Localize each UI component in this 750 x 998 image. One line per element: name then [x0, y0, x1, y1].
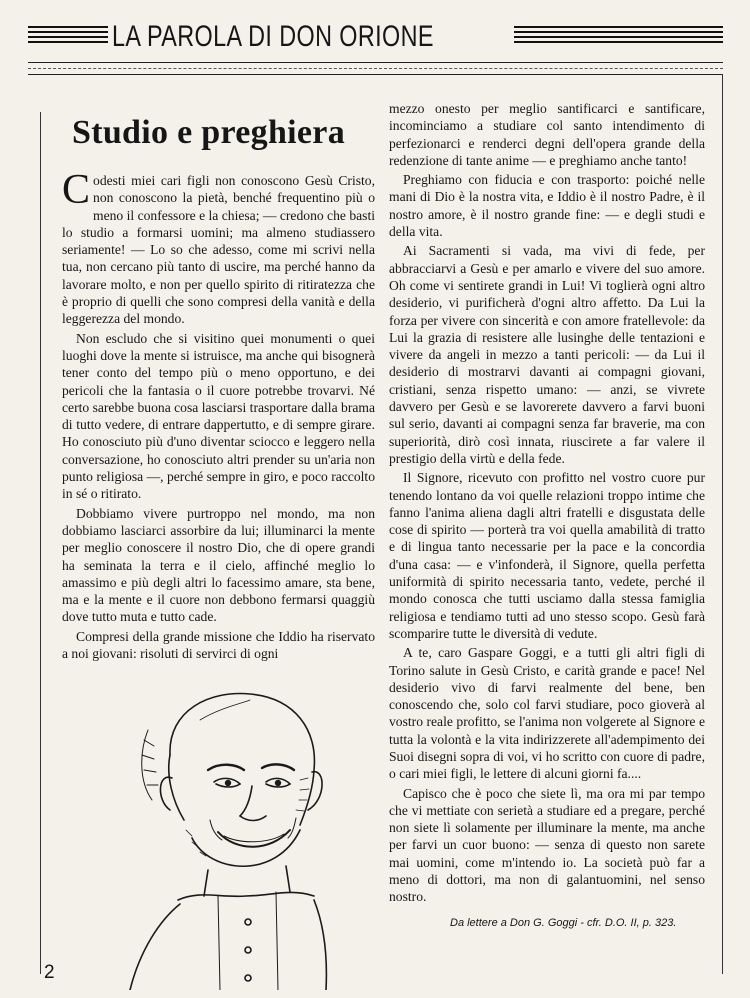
- paragraph: Capisco che è poco che siete lì, ma ora mi par tempo che vi mettiate con serietà a studiare ed a pregare, perché non siete lì solamente per illuminare la mente, ma anche per farvi un cuor buono: — senza di questo non sarete mai uomini, come m'intendo io. La società può far a meno di dottori, ma non di galantuomini, nel senso nostro.: [389, 785, 705, 905]
- divider: [28, 68, 723, 69]
- article-title: Studio e preghiera: [72, 114, 346, 151]
- paragraph: Il Signore, ricevuto con profitto nel vostro cuore pur tenendo lontano da voi quelle relazioni troppo intime che fanno l'anima aliena dagli altri fratelli e disgustata delle cose di spirito — porterà tra voi quella amabilità di tratto e di lingua tanto necessarie per la pace e la concordia d'una casa: — e v'infonderà, il Signore, quella perfetta uniformità di spirito necessaria tanto, vedete, perché il mondo conosca che tutti usciamo dalla stessa famiglia religiosa e tendiamo tutti ad uno stesso scopo. Gesù farà scomparire tutte le diversità di vedute.: [389, 470, 705, 641]
- masthead-rule-right: [514, 26, 723, 46]
- paragraph: A te, caro Gaspare Goggi, e a tutti gli altri figli di Torino salute in Gesù Cristo, e carità grande e pace! Nel desiderio vivo di farvi realmente del bene, ben conoscendo che, solo col farvi studiare, poco gioverà al vostro reale profitto, se l'anima non volgerete al Signore e tutta la volontà e la vita indirizzerete all'adempimento dei Suoi disegni sopra di voi, vi ho scritto con cuore di padre, o cari miei figli, le lettere di alcuni giorni fa....: [389, 645, 705, 782]
- portrait-illustration: [100, 660, 360, 990]
- section-title: LA PAROLA DI DON ORIONE: [112, 20, 434, 53]
- masthead-rule-left: [28, 26, 108, 46]
- paragraph: Compresi della grande missione che Iddio ha riservato a noi giovani: risoluti di servirci di ogni: [62, 628, 375, 662]
- paragraph: Non escludo che si visitino quei monumenti o quei luoghi dove la mente si istruisce, ma anche qui bisognerà tener conto del tempo più o meno opportuno, e dei pericoli che la fantasia o il cuore potrebbe trovarvi. Né certo sarebbe buona cosa lasciarsi trasportare dalla brama di tutto vedere, di entrare dappertutto, e di sempre girare. Ho conosciuto più d'uno diventar sciocco e leggero nella conversazione, ho conosciuto altri prender su un'aria non punto religiosa —, perché sempre in giro, e poco raccolto in sé o ritirato.: [62, 330, 375, 502]
- divider: [28, 62, 723, 63]
- paragraph: Preghiamo con fiducia e con trasporto: poiché nelle mani di Dio è la nostra vita, e Iddio è il nostro Padre, è il nostro amore, è il nostro grande fine: — e degli studi e della vita.: [389, 172, 705, 240]
- divider: [28, 74, 723, 75]
- page-number: 2: [44, 962, 55, 983]
- frame-rule-left: [40, 112, 41, 974]
- paragraph: Dobbiamo vivere purtroppo nel mondo, ma non dobbiamo lasciarci assorbire da lui; illuminarci la mente per meglio conoscere il nostro Dio, che di opere grandi ha seminata la terra e il cielo, affinché meglio lo amassimo e più degli altri lo facessimo amare, sta bene, ma e la mente e il cuore non debbono fermarsi quaggiù dove tutto muta e tutto cade.: [62, 505, 375, 625]
- paragraph: mezzo onesto per meglio santificarci e santificare, incominciamo a studiare col santo intendimento di perfezionarci e renderci degni dell'opera grande della redenzione di tante anime — e preghiamo anche tanto!: [389, 101, 705, 168]
- article-column-left: [62, 167, 375, 664]
- paragraph: Ai Sacramenti si vada, ma vivi di fede, per abbracciarvi a Gesù e per amarlo e vivere del suo amore. Oh come vi sentirete grandi in Lui! Vi toglierà ogni altro desiderio, vi purificherà d'ogni altro affetto. Da Lui la forza per vivere con sincerità e con amore fratellevole: da Lui la grazia di resistere alle lusinghe delle tentazioni e vivere da angeli in mezzo a tanti pericoli: — da Lui il desiderio di mostrarvi davanti ai compagni giovani, cristiani, senza rispetto umano: — anzi, se vivrete davvero per Gesù e se lavorerete davvero a farvi buoni sul serio, davanti ai compagni senza far braverie, ma con superiorità, dirò così innata, riuscirete a far valere il prestigio della virtù e della fede.: [389, 243, 705, 466]
- frame-rule-right: [722, 74, 723, 974]
- article-column-right: [389, 100, 705, 908]
- paragraph-text: odesti miei cari figli non conoscono Gesù Cristo, non conoscono la pietà, benché frequentino più o meno il confessore e la chiesa; — credono che basti lo studio a formarsi uomini; ma almeno studiassero seriamente! — Lo so che adesso, come mi scrivi nella tua, non cercano più tanto di uscire, ma perché hanno da lavorare molto, e non per quello spirito di ritiratezza che è proprio di quelli che sono compresi della vanità e della leggerezza del mondo.: [62, 173, 375, 327]
- masthead: [28, 20, 723, 54]
- paragraph: [62, 167, 375, 328]
- drop-cap: C: [62, 167, 91, 213]
- source-citation: Da lettere a Don G. Goggi - cfr. D.O. II, p. 323.: [450, 917, 677, 929]
